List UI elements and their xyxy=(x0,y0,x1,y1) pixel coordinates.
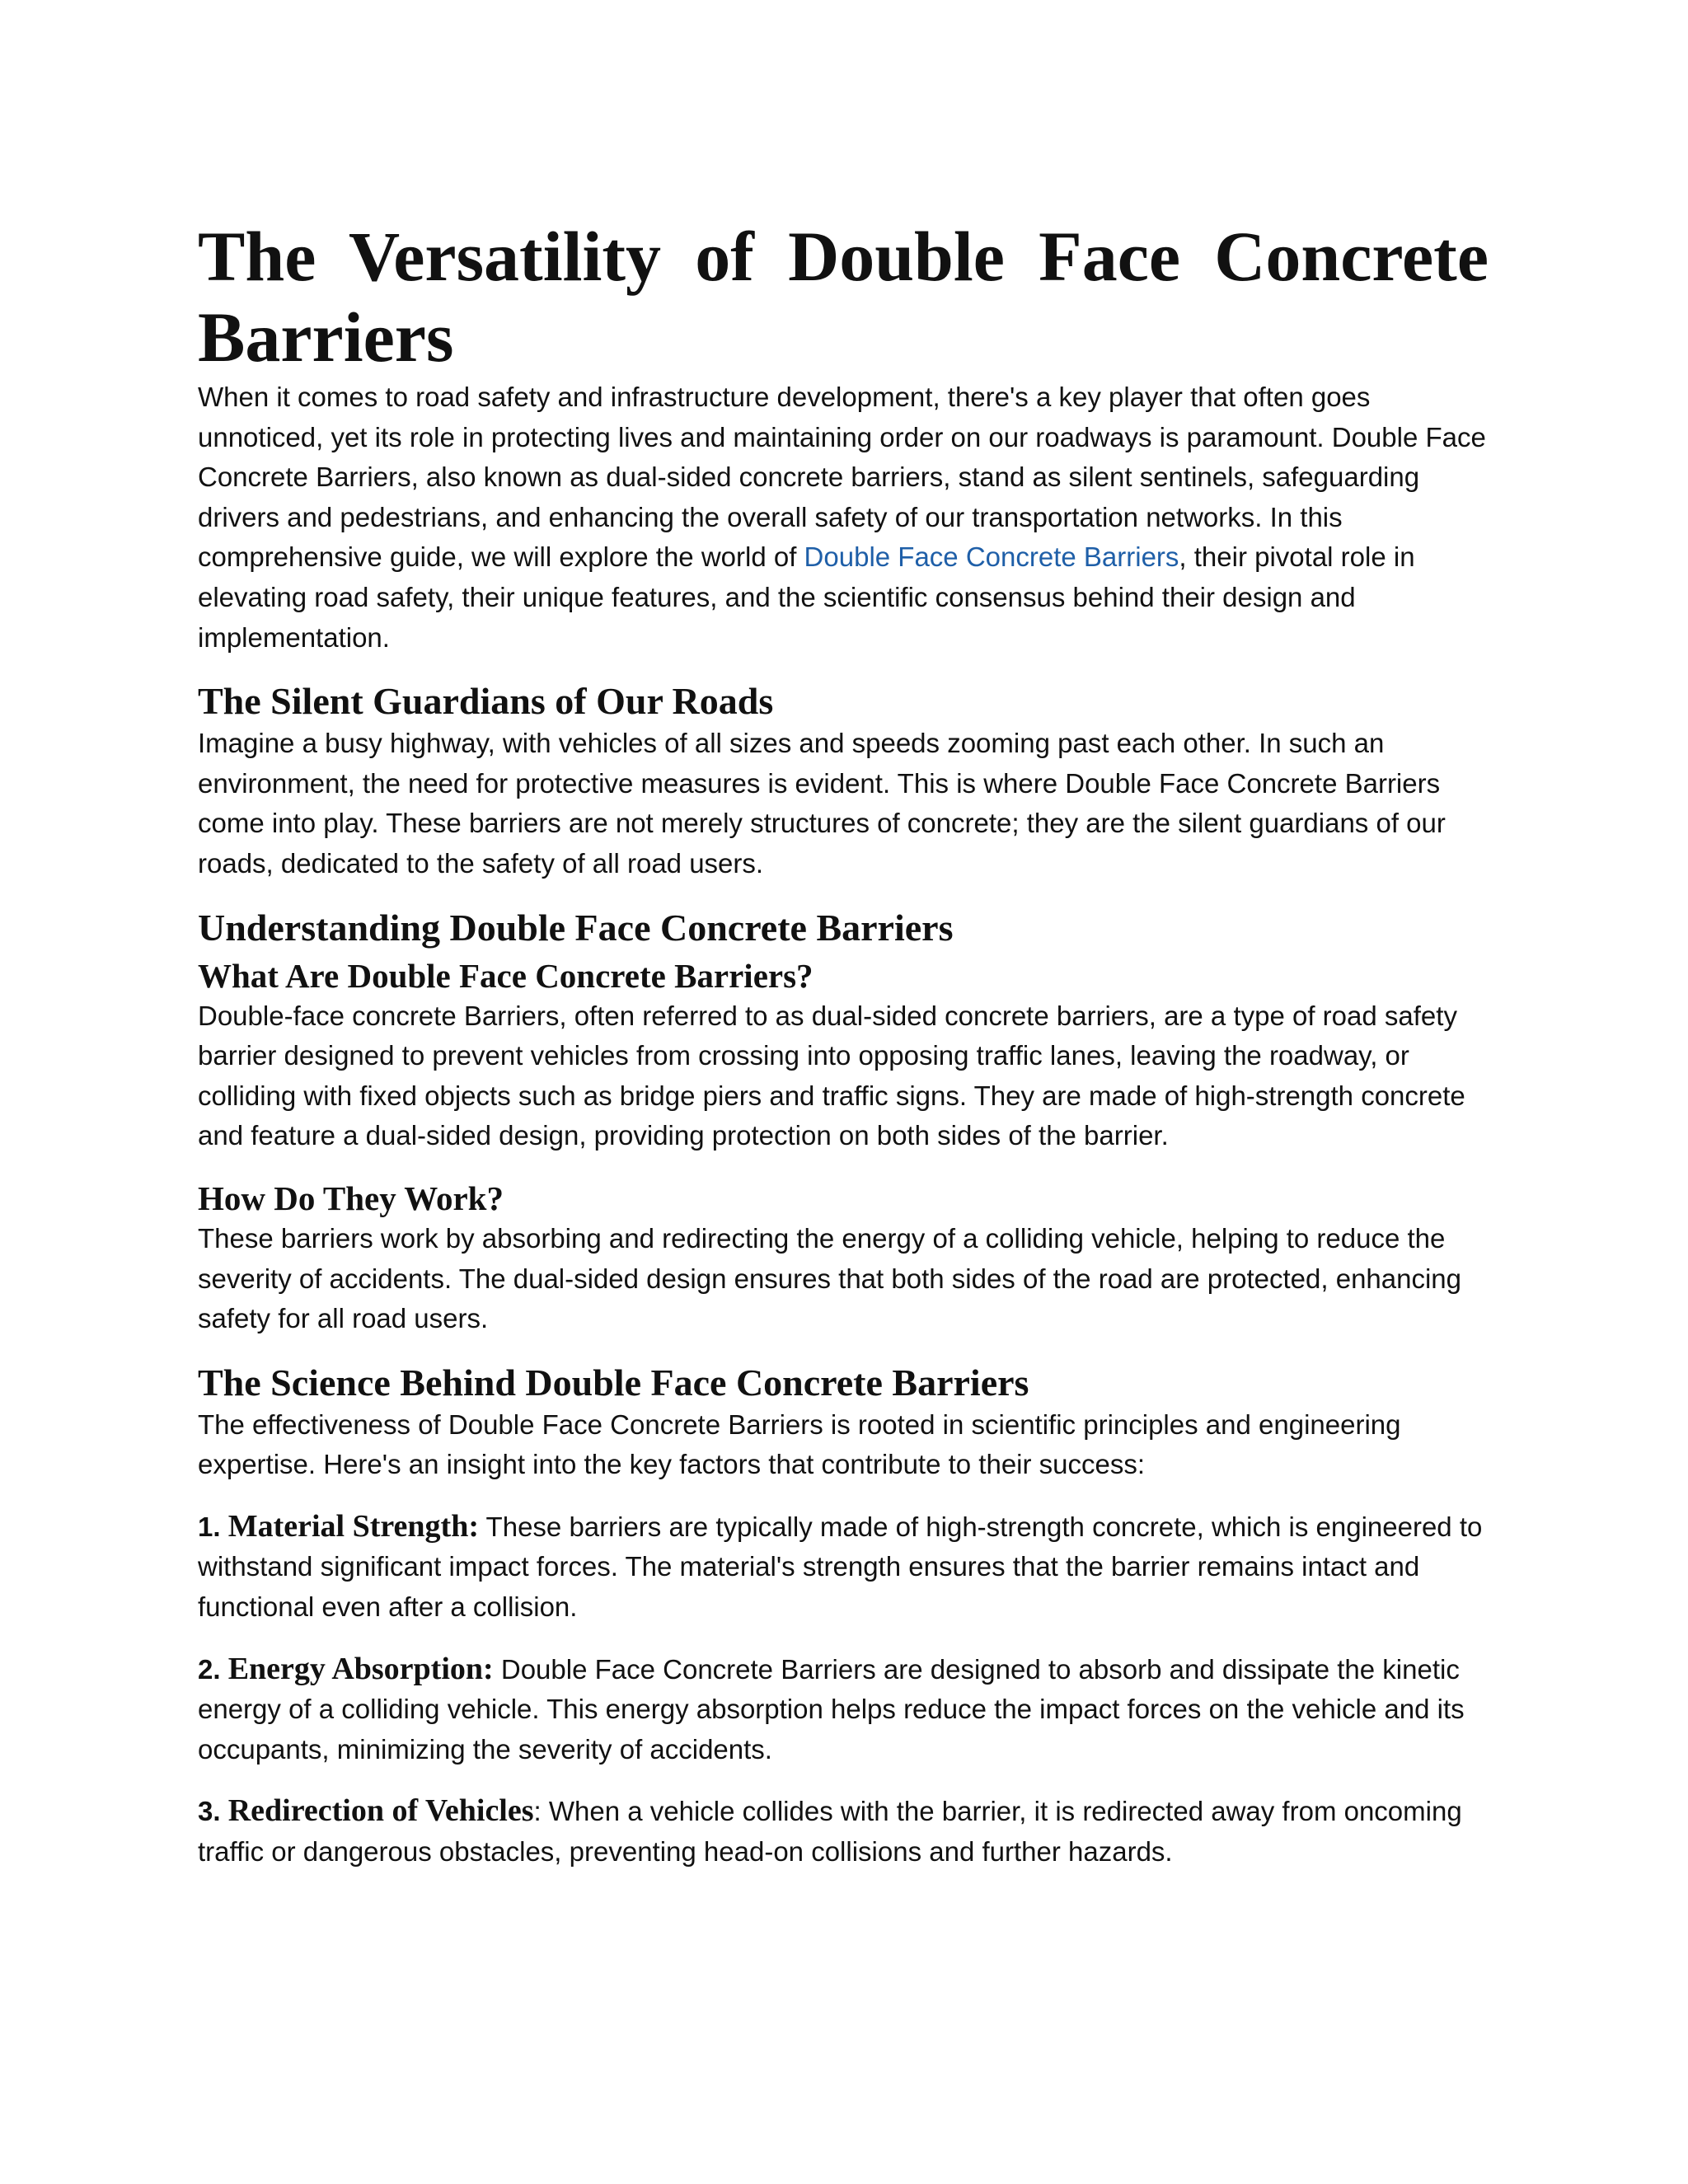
section-heading-silent-guardians: The Silent Guardians of Our Roads xyxy=(198,680,774,723)
page-title: The Versatility of Double Face Concrete Barriers xyxy=(198,217,1489,377)
section-heading-science: The Science Behind Double Face Concrete Barriers xyxy=(198,1361,1029,1404)
double-face-barriers-link[interactable]: Double Face Concrete Barriers xyxy=(804,541,1179,573)
list-item-redirection xyxy=(198,1791,1489,1872)
list-item-label: Energy Absorption: xyxy=(227,1651,494,1686)
list-item-text: These barriers are typically made of high-strength concrete, which is engineered to withstand significant impact forces. The material's strength ensures that the barrier remains intact and functional even after a collision. xyxy=(198,1511,1483,1623)
section-heading-understanding: Understanding Double Face Concrete Barriers xyxy=(198,906,954,949)
list-item-number: 2. xyxy=(198,1653,221,1685)
list-item-number: 1. xyxy=(198,1511,221,1542)
list-item-label: Material Strength: xyxy=(227,1508,479,1544)
section-body-science: The effectiveness of Double Face Concrete Barriers is rooted in scientific principles and engineering expertise. Here's an insight into the key factors that contribute to their success: xyxy=(198,1408,1401,1480)
list-item-material-strength xyxy=(198,1507,1489,1628)
list-item-label: Redirection of Vehicles xyxy=(227,1793,534,1829)
subsection-body-how-they-work: These barriers work by absorbing and redirecting the energy of a colliding vehicle, helping to reduce the severity of accidents. The dual-sided design ensures that both sides of the road are protected, enhancing safety for all road users. xyxy=(198,1222,1462,1334)
intro-text-before-link: When it comes to road safety and infrastructure development, there's a key player that often goes unnoticed, yet its role in protecting lives and maintaining order on our roadways is paramount. Double Face Concrete Barriers, also known as dual-sided concrete barriers, stand as silent sentinels, safeguarding drivers and pedestrians, and enhancing the overall safety of our transportation networks. In this comprehensive guide, we will explore the world of xyxy=(198,382,1486,573)
document-page xyxy=(198,216,1489,1872)
section-body-silent-guardians: Imagine a busy highway, with vehicles of all sizes and speeds zooming past each other. In such an environment, the need for protective measures is evident. This is where Double Face Concrete Barriers come into play. These barriers are not merely structures of concrete; they are the silent guardians of our roads, dedicated to the safety of all road users. xyxy=(198,728,1446,879)
list-item-text: Double Face Concrete Barriers are designed to absorb and dissipate the kinetic energy of a colliding vehicle. This energy absorption helps reduce the impact forces on the vehicle and its occupants, minimizing the severity of accidents. xyxy=(198,1653,1465,1765)
list-item-text: : When a vehicle collides with the barrier, it is redirected away from oncoming traffic or dangerous obstacles, preventing head-on collisions and further hazards. xyxy=(198,1796,1462,1868)
list-item-number: 3. xyxy=(198,1796,221,1827)
list-item-energy-absorption xyxy=(198,1649,1489,1770)
intro-paragraph xyxy=(198,377,1489,658)
subsection-heading-how-they-work: How Do They Work? xyxy=(198,1179,504,1217)
subsection-heading-what-are: What Are Double Face Concrete Barriers? xyxy=(198,956,814,995)
intro-text-after-link: , their pivotal role in elevating road safety, their unique features, and the scientific consensus behind their design and implementation. xyxy=(198,541,1415,653)
subsection-body-what-are: Double-face concrete Barriers, often referred to as dual-sided concrete barriers, are a type of road safety barrier designed to prevent vehicles from crossing into opposing traffic lanes, leaving the roadway, or colliding with fixed objects such as bridge piers and traffic signs. They are made of high-strength concrete and feature a dual-sided design, providing protection on both sides of the barrier. xyxy=(198,1000,1465,1151)
